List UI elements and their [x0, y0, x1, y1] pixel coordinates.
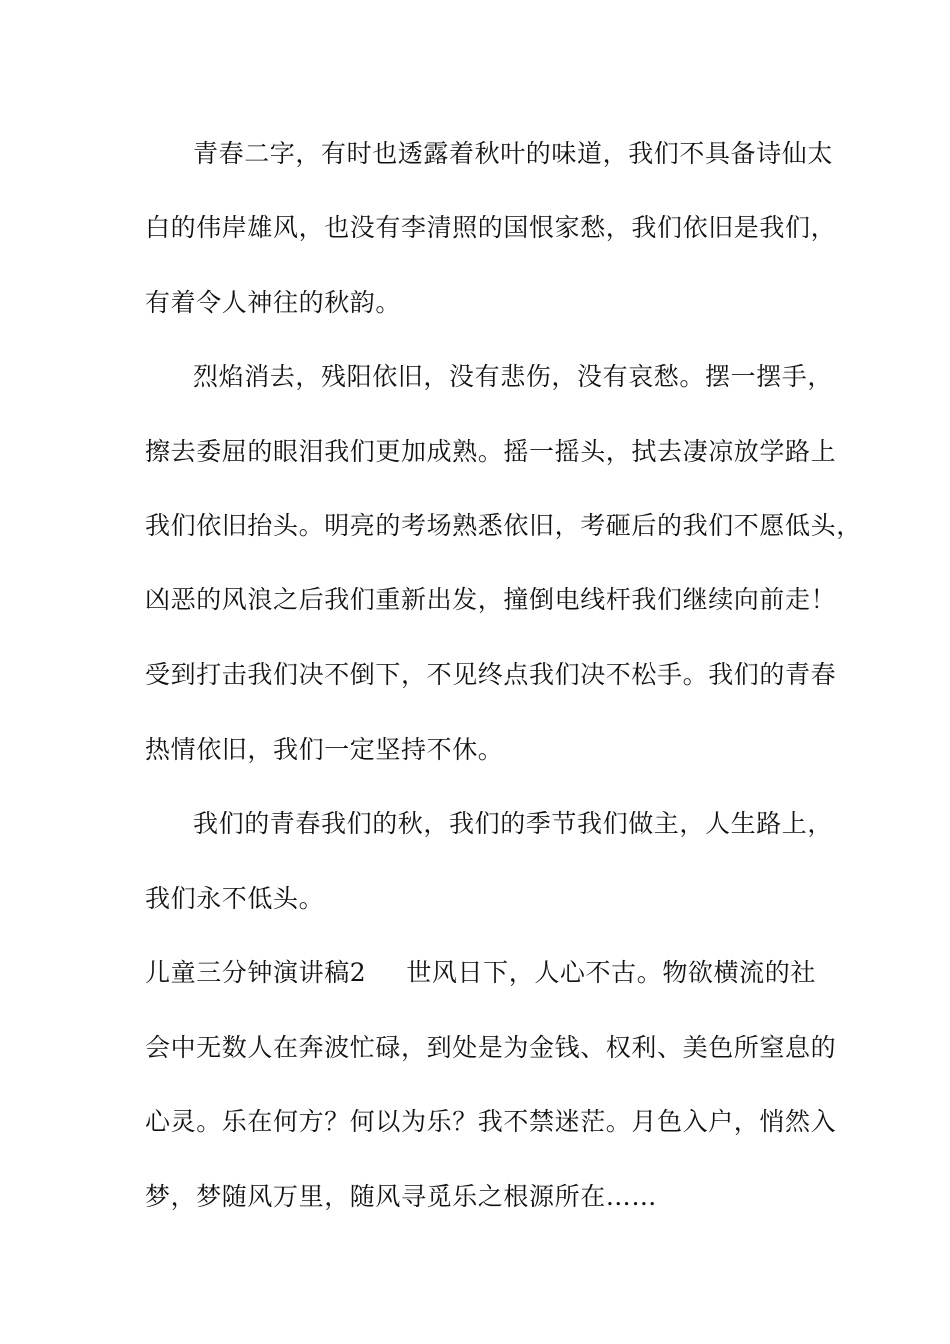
paragraph-2-line-5: 受到打击我们决不倒下，不见终点我们决不松手。我们的青春: [145, 660, 837, 689]
paragraph-2-line-6: 热情依旧，我们一定坚持不休。: [145, 735, 504, 764]
paragraph-4-line-4: 梦，梦随风万里，随风寻觅乐之根源所在……: [145, 1182, 658, 1211]
paragraph-1-line-2: 白的伟岸雄风，也没有李清照的国恨家愁，我们依旧是我们，: [145, 213, 837, 242]
section-heading-line: [145, 956, 816, 990]
paragraph-2-line-4: 凶恶的风浪之后我们重新出发，撞倒电线杆我们继续向前走！: [145, 585, 837, 614]
paragraph-2-line-2: 擦去委屈的眼泪我们更加成熟。摇一摇头，拭去凄凉放学路上: [145, 437, 837, 466]
paragraph-4-line-2: 会中无数人在奔波忙碌，到处是为金钱、权利、美色所窒息的: [145, 1033, 837, 1062]
paragraph-4-line-1: 世风日下，人心不古。物欲横流的社: [406, 958, 816, 987]
paragraph-1-line-3: 有着令人神往的秋韵。: [145, 288, 402, 317]
paragraph-3-line-1: 我们的青春我们的秋，我们的季节我们做主，人生路上，: [193, 809, 834, 838]
paragraph-3-line-2: 我们永不低头。: [145, 884, 325, 913]
paragraph-1-line-1: 青春二字，有时也透露着秋叶的味道，我们不具备诗仙太: [193, 139, 834, 168]
paragraph-2-line-1: 烈焰消去，残阳依旧，没有悲伤，没有哀愁。摆一摆手，: [193, 362, 834, 391]
paragraph-4-line-3: 心灵。乐在何方？何以为乐？我不禁迷茫。月色入户，悄然入: [145, 1107, 837, 1136]
paragraph-2-line-3: 我们依旧抬头。明亮的考场熟悉依旧，考砸后的我们不愿低头，: [145, 511, 862, 540]
section-heading: 儿童三分钟演讲稿2: [145, 958, 367, 987]
